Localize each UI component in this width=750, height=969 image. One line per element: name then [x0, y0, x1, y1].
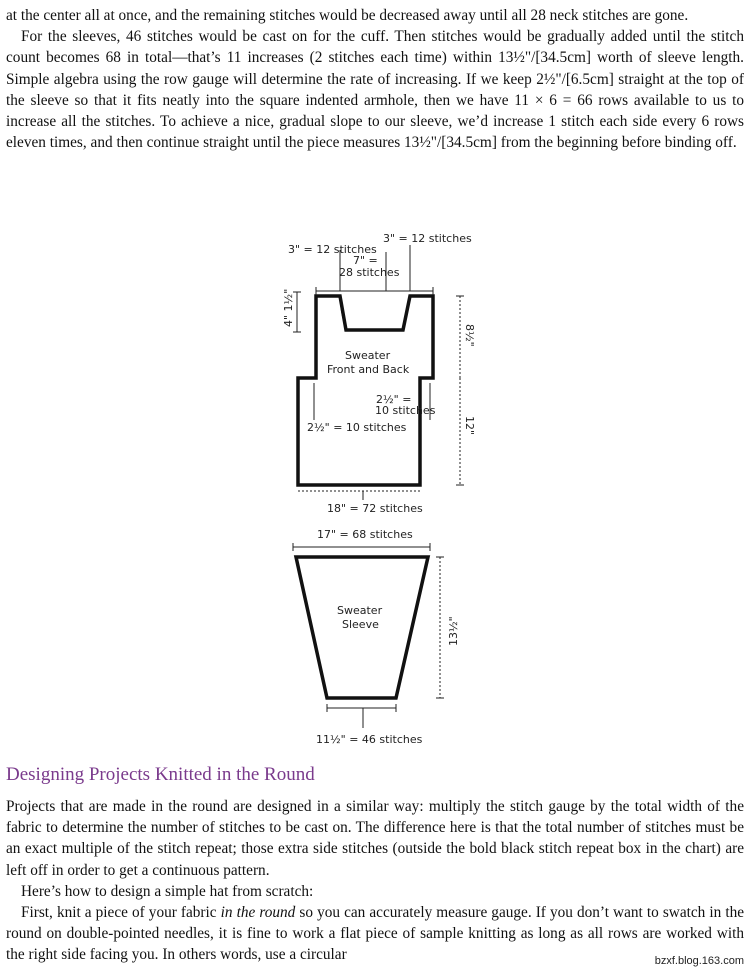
width-label: 18" = 72 stitches — [327, 502, 423, 515]
neck-label-2: 28 stitches — [339, 266, 400, 279]
swatch-emphasis: in the round — [220, 904, 296, 922]
sweater-label-1: Sweater — [345, 349, 391, 362]
top-text-block — [0, 5, 750, 153]
paragraph-sleeves: For the sleeves, 46 stitches would be cast on for the cuff. Then stitches would be gradually added until the stitch count becomes 68 in total—that’s 11 increases (2 stitches each time) within 13½"/[34.5cm] worth of sleeve length. Simple algebra using the row gauge will determine the rate of increasing. If we keep 2½"/[6.5cm] straight at the top of the sleeve so that it fits neatly into the square indented armhole, then we have 11 × 6 = 66 rows available to us to increase all the stitches. To achieve a nice, gradual slope to our sleeve, we’d increase 1 stitch each side every 6 rows eleven times, and then continue straight until the piece measures 13½"/[34.5cm] from the beginning before binding off. — [6, 28, 744, 152]
sleeve-length-label: 13½" — [447, 616, 460, 646]
swatch-text-a: First, knit a piece of your fabric — [21, 904, 221, 922]
paragraph-hat-intro: Here’s how to design a simple hat from scratch: — [21, 882, 314, 900]
cuff-label: 11½" = 46 stitches — [316, 733, 423, 746]
paragraph-round: Projects that are made in the round are designed in a similar way: multiply the stitch gauge by the total width of the fabric to determine the number of stitches to be cast on. The difference here is that the total number of stitches must be an exact multiple of the stitch repeat; those extra side stitches (outside the bold black stitch repeat box in the chart) are left off in order to get a continuous pattern. — [6, 798, 744, 879]
section-heading: Designing Projects Knitted in the Round — [6, 764, 315, 785]
armhole-left-label: 2½" = 10 stitches — [307, 421, 407, 434]
watermark: bzxf.blog.163.com — [654, 955, 744, 967]
neck-depth-label: 4" 1½" — [282, 288, 295, 327]
body-length-label: 12" — [463, 416, 476, 436]
paragraph-neck: at the center all at once, and the remaining stitches would be decreased away until all 28 neck stitches are gone. — [6, 7, 689, 24]
sweater-label-2: Front and Back — [327, 363, 410, 376]
armhole-depth-label: 8½" — [463, 324, 476, 347]
sleeve-label-1: Sweater — [337, 604, 383, 617]
armhole-inset-label-1: 2½" = — [376, 393, 412, 406]
paragraph-swatch — [0, 902, 750, 966]
swatch-text-b: so you can accurately measure gauge. If you don’t want to swatch in the round on double-pointed needles, it is fine to work a flat piece of sample knitting as long as all rows are worked with the right side facing you. In others words, use a circular — [6, 904, 745, 964]
sleeve-label-2: Sleeve — [342, 618, 379, 631]
schematic-diagram — [0, 215, 750, 775]
armhole-inset-label-2: 10 stitches — [375, 404, 436, 417]
shoulder-right-label: 3" = 12 stitches — [383, 232, 472, 245]
sweater-outline — [298, 296, 433, 485]
sleeve-top-label: 17" = 68 stitches — [317, 528, 413, 541]
lower-text-block — [0, 796, 750, 966]
shoulder-left-label: 3" = 12 stitches — [288, 243, 377, 256]
neck-label-1: 7" = — [353, 254, 378, 267]
